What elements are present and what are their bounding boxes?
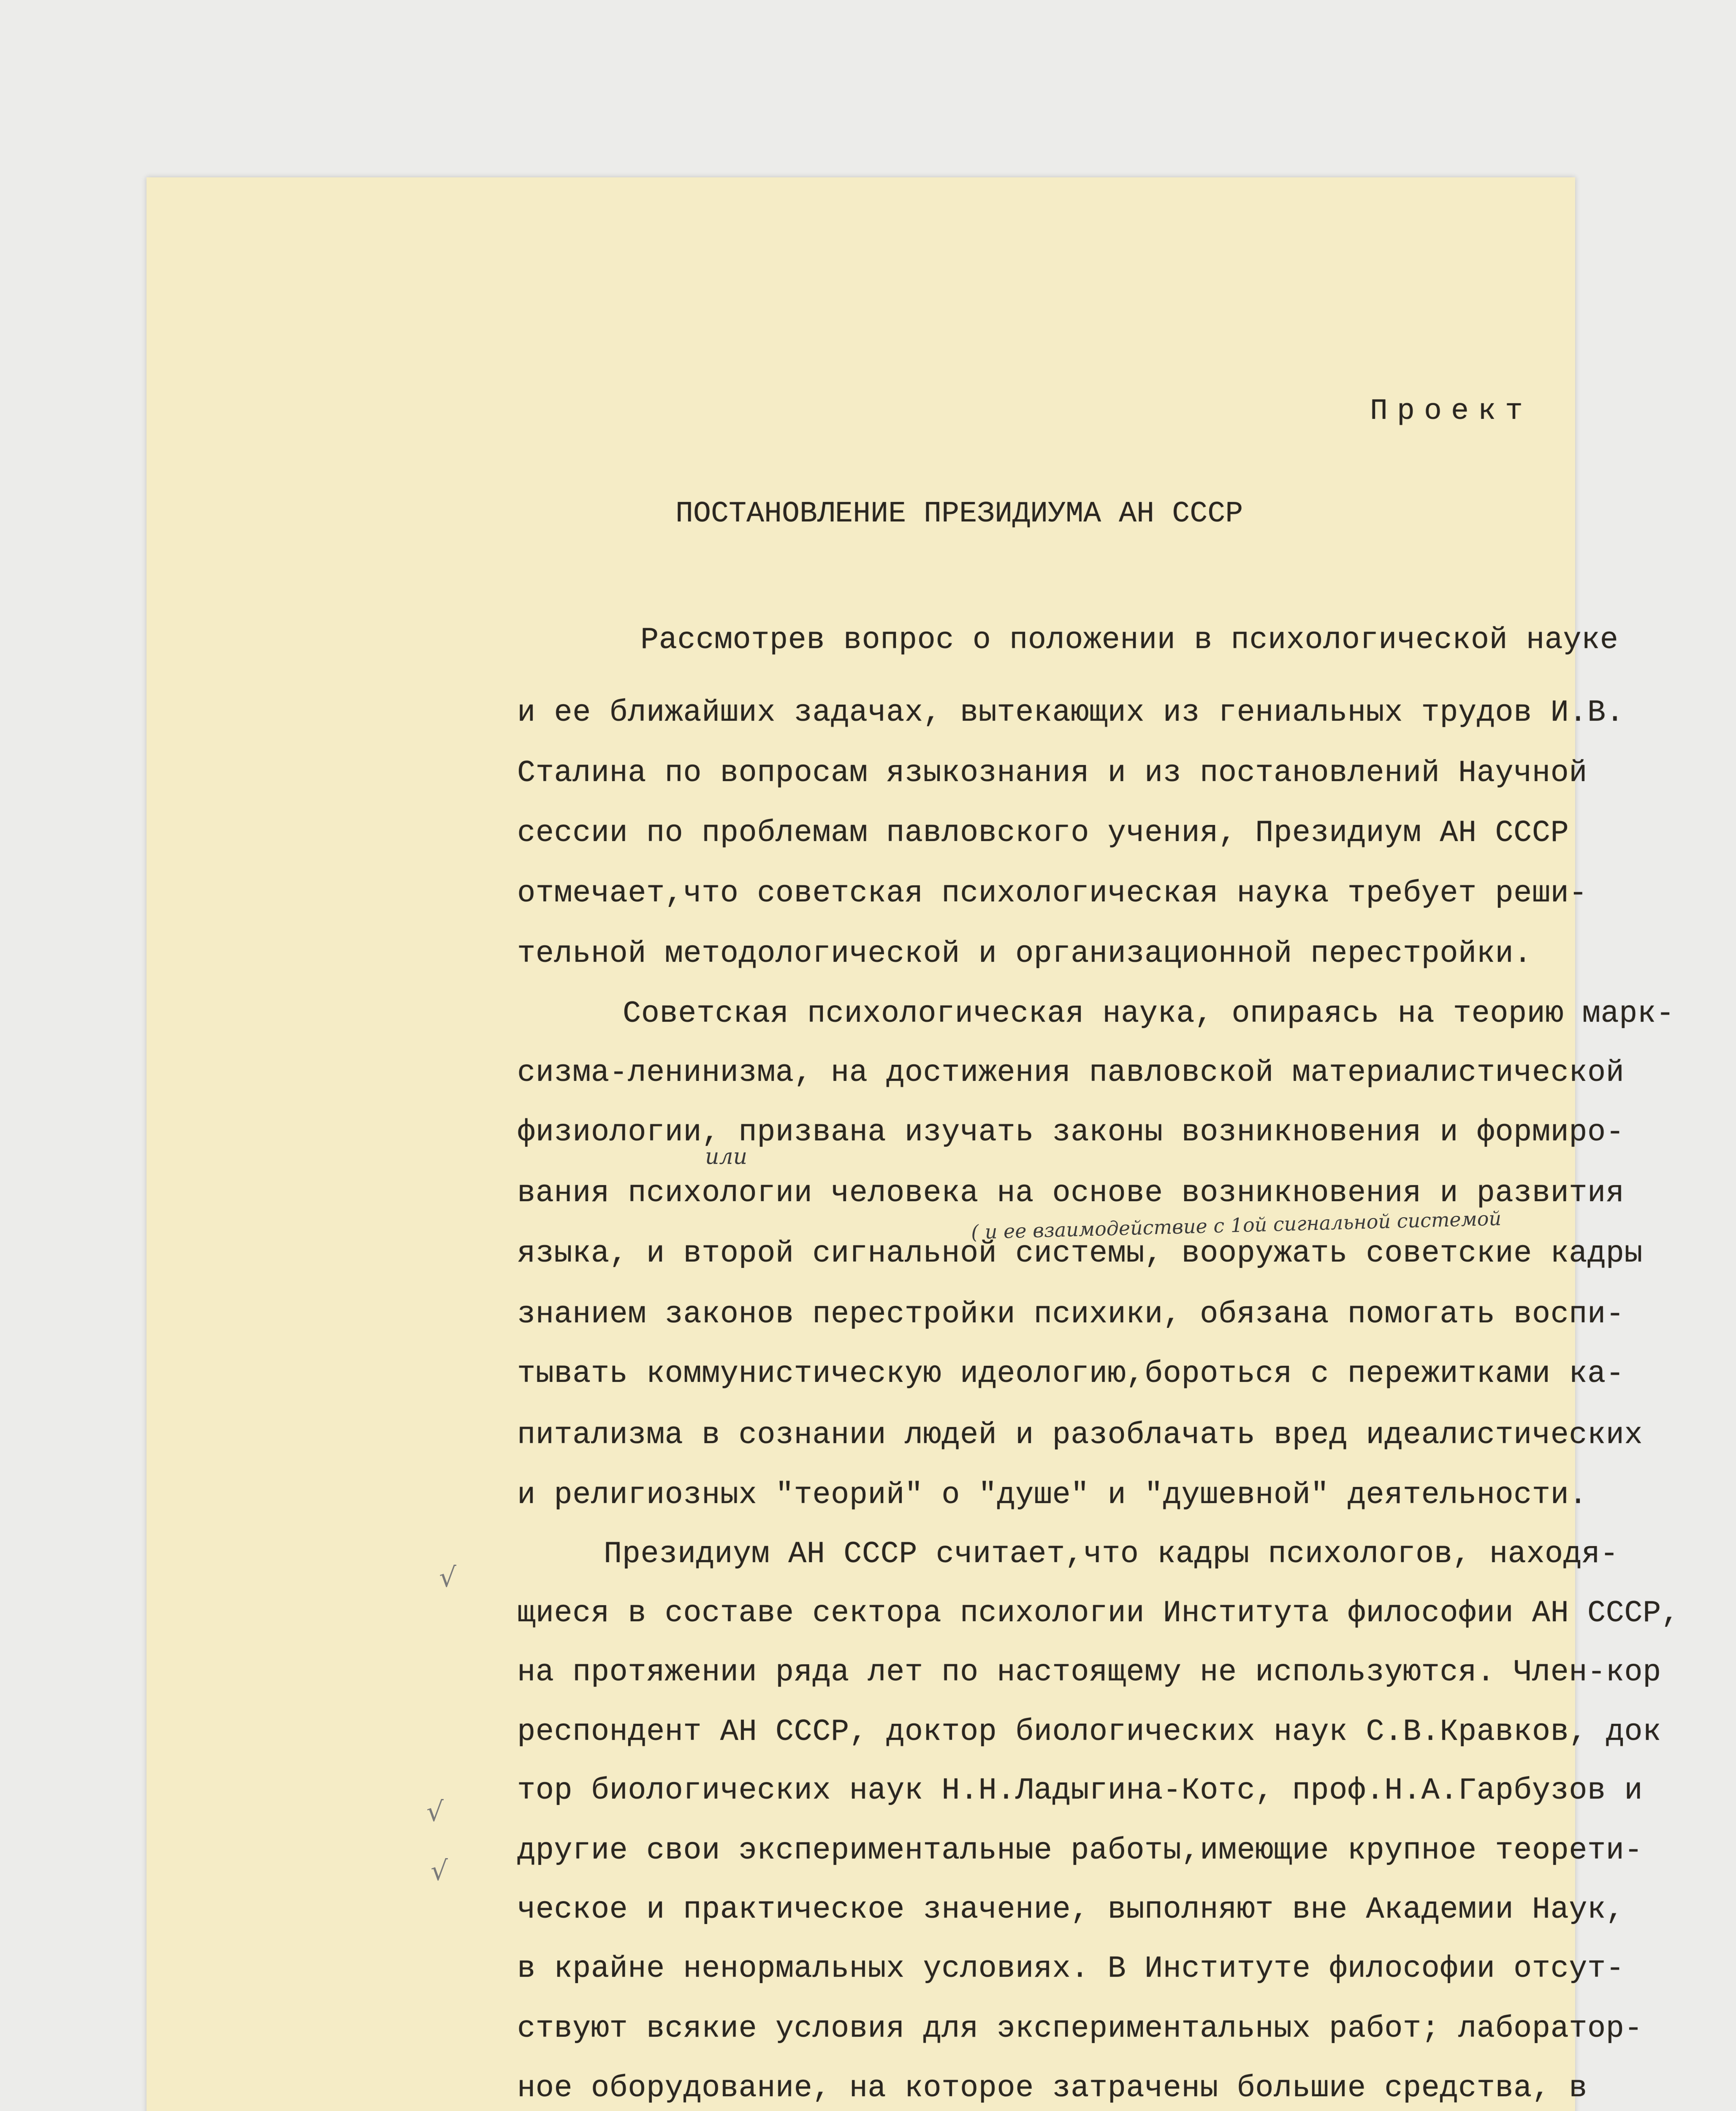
text-line: физиологии, призвана изучать законы возникновения и формиро-: [517, 1115, 1625, 1150]
text-line: Президиум АН СССР считает,что кадры психологов, находя-: [604, 1537, 1619, 1571]
text-line: вания психологии человека на основе возникновения и развития: [517, 1176, 1625, 1210]
text-line: тельной методологической и организационной перестройки.: [517, 936, 1532, 971]
text-line: Рассмотрев вопрос о положении в психологической науке: [640, 623, 1619, 657]
text-line: сизма-ленинизма, на достижения павловской материалистической: [517, 1056, 1625, 1090]
text-line: тор биологических наук Н.Н.Ладыгина-Котс, проф.Н.А.Гарбузов и: [517, 1773, 1643, 1808]
text-line: ное оборудование, на которое затрачены большие средства, в: [517, 2071, 1588, 2106]
text-line: отмечает,что советская психологическая наука требует реши-: [517, 876, 1588, 911]
text-line: щиеся в составе сектора психологии Института философии АН СССР,: [517, 1596, 1680, 1631]
handwritten-check-mark: √: [431, 1856, 448, 1887]
text-line: респондент АН СССР, доктор биологических наук С.В.Кравков, док: [517, 1715, 1661, 1749]
text-line: и религиозных "теорий" о "душе" и "душевной" деятельности.: [517, 1478, 1588, 1512]
handwritten-insert-interaction: ( и ее взаимодействие с 1ой сигнальной системой: [971, 1207, 1502, 1244]
text-line: на протяжении ряда лет по настоящему не используются. Член-кор: [517, 1655, 1661, 1690]
handwritten-insert-or: или: [705, 1144, 748, 1169]
text-line: сессии по проблемам павловского учения, Президиум АН СССР: [517, 816, 1569, 850]
text-line: ствуют всякие условия для экспериментальных работ; лаборатор-: [517, 2011, 1643, 2046]
document-title: ПОСТАНОВЛЕНИЕ ПРЕЗИДИУМА АН СССР: [675, 497, 1243, 531]
text-line: Сталина по вопросам языкознания и из постановлений Научной: [517, 756, 1588, 790]
handwritten-check-mark: √: [439, 1562, 456, 1593]
text-line: тывать коммунистическую идеологию,бороться с пережитками ка-: [517, 1357, 1625, 1391]
text-line: и ее ближайших задачах, вытекающих из гениальных трудов И.В.: [517, 695, 1625, 730]
text-line: знанием законов перестройки психики, обязана помогать воспи-: [517, 1297, 1625, 1332]
text-line: питализма в сознании людей и разоблачать вред идеалистических: [517, 1418, 1643, 1452]
text-line: другие свои экспериментальные работы,имеющие крупное теорети-: [517, 1833, 1643, 1868]
handwritten-check-mark: √: [426, 1796, 444, 1828]
text-line: ческое и практическое значение, выполняют вне Академии Наук,: [517, 1892, 1625, 1927]
text-line: Советская психологическая наука, опираясь на теорию марк-: [623, 996, 1675, 1031]
document-label: Проект: [1370, 395, 1533, 428]
text-line: языка, и второй сигнальной системы, вооружать советские кадры: [517, 1236, 1643, 1271]
text-line: в крайне ненормальных условиях. В Институте философии отсут-: [517, 1951, 1625, 1986]
